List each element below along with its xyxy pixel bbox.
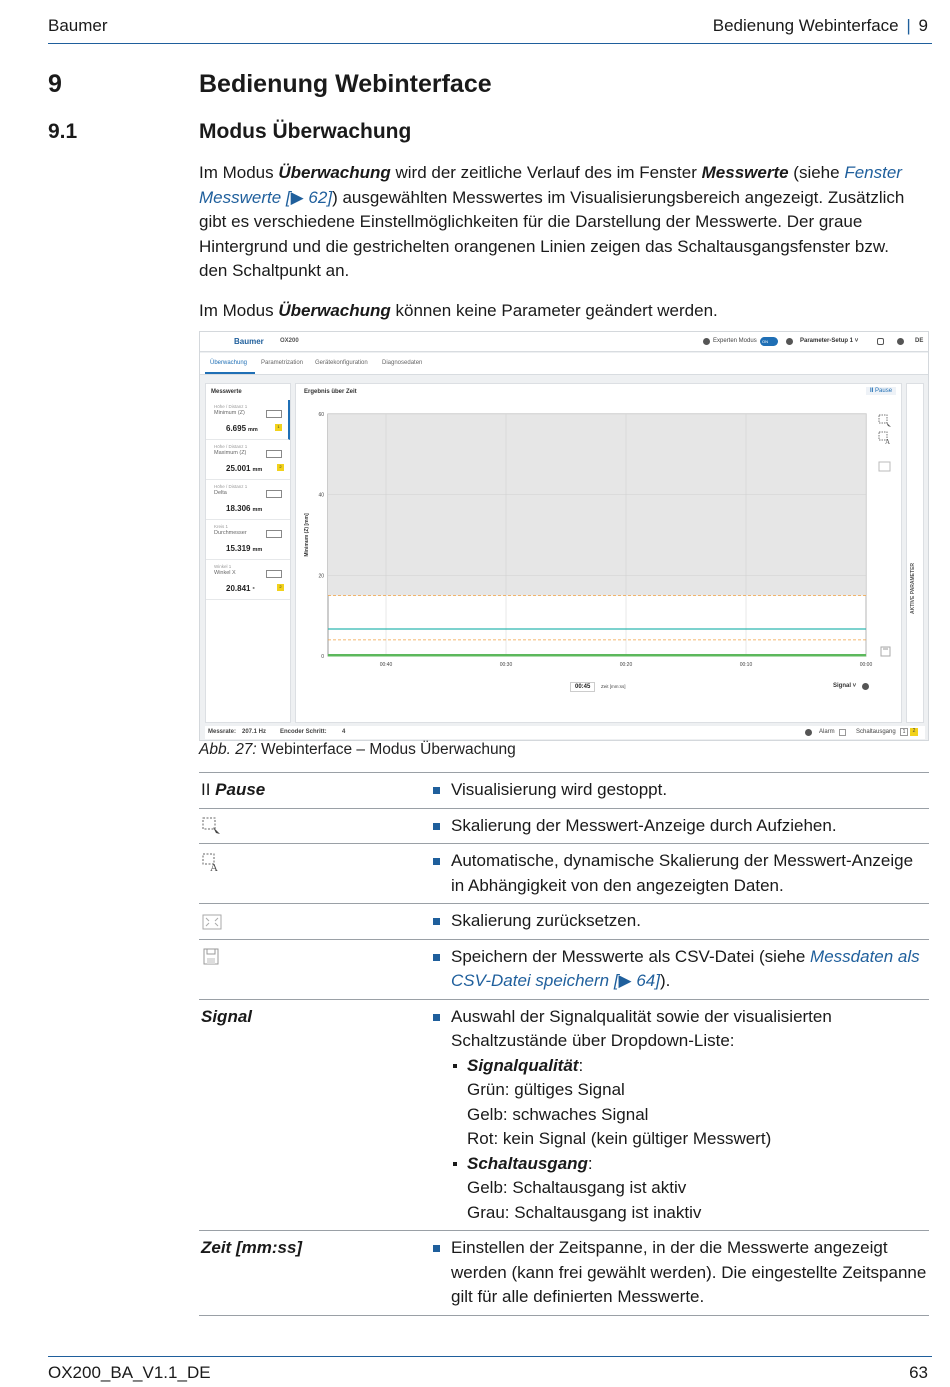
messwert-group: Höhe / Distanz 1 xyxy=(214,444,248,449)
x-tick-label: 00:10 xyxy=(739,662,753,668)
aktive-parameter-panel[interactable] xyxy=(906,383,924,723)
page-footer xyxy=(48,1356,932,1382)
schaltausgang-badge: 2 xyxy=(277,464,284,471)
function-table xyxy=(199,772,929,1316)
section-number: 9.1 xyxy=(48,120,78,143)
page-header xyxy=(48,14,932,44)
baumer-logo: Baumer xyxy=(234,337,264,346)
svg-text:A: A xyxy=(210,861,218,872)
messwert-group: Höhe / Distanz 1 xyxy=(214,484,248,489)
language-selector[interactable]: DE xyxy=(915,338,924,344)
tool-icon xyxy=(266,410,282,418)
x-tick-label: 00:00 xyxy=(859,662,873,668)
signal-dropdown[interactable]: Signal ˅ xyxy=(833,683,857,689)
section-title: Modus Überwachung xyxy=(199,120,412,143)
svg-text:A: A xyxy=(885,438,891,445)
zoom-select-icon[interactable] xyxy=(878,414,892,428)
link-fenster-messwerte[interactable]: Fenster Messwerte [▶ 62] xyxy=(199,163,902,207)
messwert-name: Minimum (Z) xyxy=(214,410,245,416)
ui-device: OX200 xyxy=(280,338,299,344)
lock-icon[interactable] xyxy=(877,338,884,345)
tab-geraetekonfiguration[interactable]: Gerätekonfiguration xyxy=(315,360,368,366)
messwert-item[interactable] xyxy=(206,440,290,480)
messwert-value: 18.306 mm xyxy=(226,504,263,513)
messwert-value: 15.319 mm xyxy=(226,544,263,553)
schaltausgang-2-indicator: 2 xyxy=(910,728,918,736)
table-row xyxy=(199,772,929,809)
header-brand: Baumer xyxy=(48,16,108,35)
chart-title: Ergebnis über Zeit xyxy=(304,389,357,395)
ui-tabs xyxy=(200,353,928,375)
row-desc: Visualisierung wird gestoppt. xyxy=(431,778,929,803)
info-icon xyxy=(786,338,793,345)
header-chapter: Bedienung Webinterface | 9 xyxy=(712,16,928,35)
note-paragraph: Im Modus Überwachung können keine Parameter geändert werden. xyxy=(199,301,718,320)
messwert-value: 25.001 mm xyxy=(226,464,263,473)
tool-icon xyxy=(266,530,282,538)
y-tick-label: 0 xyxy=(321,654,324,660)
save-icon xyxy=(201,947,223,967)
messwert-item[interactable] xyxy=(206,480,290,520)
chart-panel xyxy=(295,383,902,723)
messwerte-title: Messwerte xyxy=(211,389,242,395)
ui-statusbar xyxy=(205,726,925,739)
messrate-label: Messrate: xyxy=(208,729,237,735)
tab-diagnosedaten[interactable]: Diagnosedaten xyxy=(382,360,423,366)
x-tick-label: 00:30 xyxy=(499,662,513,668)
tab-ueberwachung[interactable]: Überwachung xyxy=(210,360,248,366)
x-tick-label: 00:20 xyxy=(619,662,633,668)
encoder-value: 4 xyxy=(342,729,346,735)
aktive-parameter-label: AKTIVE PARAMETER xyxy=(910,562,916,614)
reset-zoom-icon[interactable] xyxy=(878,460,892,474)
table-row: Skalierung der Messwert-Anzeige durch Aufziehen. xyxy=(199,809,929,845)
messwert-name: Maximum (Z) xyxy=(214,450,247,456)
messwert-item[interactable] xyxy=(206,400,290,440)
save-icon[interactable] xyxy=(880,646,892,658)
encoder-label: Encoder Schritt: xyxy=(280,729,327,735)
y-tick-label: 20 xyxy=(318,573,324,580)
y-tick-label: 60 xyxy=(318,412,324,418)
messwert-group: Höhe / Distanz 1 xyxy=(214,404,248,409)
info-icon xyxy=(805,729,812,736)
y-tick-label: 40 xyxy=(318,492,324,499)
alarm-indicator xyxy=(839,729,846,736)
chapter-title: Bedienung Webinterface xyxy=(199,70,492,98)
parameter-setup-dropdown[interactable]: Parameter-Setup 1 ˅ xyxy=(800,338,859,344)
table-row: Signal Auswahl der Signalqualität sowie der visualisierten Schaltzustände über Dropdown-Liste: Signalqualität: Grün: gültiges Signal Gelb: schwaches Signal Rot: kein Signal (kein gültiger Messwert) Schaltausgang: Gelb: Schaltausgang ist aktiv Grau: Schaltausgang ist inaktiv xyxy=(199,1000,929,1232)
info-icon xyxy=(703,338,710,345)
schaltausgang-badge: 1 xyxy=(275,424,282,431)
messwert-value: 6.695 mm xyxy=(226,424,258,433)
table-row: Speichern der Messwerte als CSV-Datei (siehe Messdaten als CSV-Datei speichern [▶ 64]). xyxy=(199,940,929,1000)
pause-button[interactable]: II Pause xyxy=(866,387,896,395)
messwert-name: Durchmesser xyxy=(214,530,247,536)
messwert-group: Winkel 1 xyxy=(214,564,232,569)
row-key: II Pause xyxy=(201,780,266,799)
table-row: A Automatische, dynamische Skalierung der Messwert-Anzeige in Abhängigkeit von den angezeigten Daten. xyxy=(199,844,929,904)
info-icon xyxy=(862,683,869,690)
expert-mode-label: Experten Modus xyxy=(713,338,757,344)
messwerte-panel xyxy=(205,383,291,723)
page-number: 63 xyxy=(909,1363,928,1382)
document-id: OX200_BA_V1.1_DE xyxy=(48,1363,211,1382)
webinterface-screenshot xyxy=(199,331,929,741)
switch-window xyxy=(328,414,866,596)
messwert-group: Kreis 1 xyxy=(214,524,229,529)
messwert-name: Delta xyxy=(214,490,227,496)
zoom-select-icon xyxy=(201,816,223,836)
messwert-value: 20.841 ° xyxy=(226,584,255,593)
x-tick-label: 00:40 xyxy=(379,662,393,668)
expert-mode-toggle[interactable]: ON xyxy=(760,337,778,346)
messwert-item[interactable] xyxy=(206,560,290,600)
schaltausgang-1-indicator: 1 xyxy=(900,728,908,736)
y-axis-label: Minimum (Z) [mm] xyxy=(304,513,310,557)
schaltausgang-label: Schaltausgang xyxy=(856,729,896,735)
signal-quality-bar xyxy=(328,654,866,657)
auto-scale-icon xyxy=(201,852,223,872)
chapter-number: 9 xyxy=(48,70,62,98)
intro-paragraph: Im Modus Überwachung wird der zeitliche Verlauf des im Fenster Messwerte (siehe Fenster Messwerte [▶ 62]) ausgewählten Messwertes im Visualisierungsbereich angezeigt. Zusätzlich gibt es verschiedene Einstellmöglichkeiten für die Darstellung der Messwerte. Der graue Hintergrund und die gestrichelten orangenen Linien zeigen das Schaltausgangsfenster bzw. den Schaltpunkt an. xyxy=(199,163,905,280)
messwert-item[interactable] xyxy=(206,520,290,560)
auto-scale-icon[interactable] xyxy=(878,431,892,445)
table-row: Zeit [mm:ss] Einstellen der Zeitspanne, in der die Messwerte angezeigt werden (kann frei gewählt werden). Die eingestellte Zeitspanne gilt für alle definierten Messwerte. xyxy=(199,1231,929,1316)
tool-icon xyxy=(266,570,282,578)
help-icon[interactable] xyxy=(897,338,904,345)
time-value-input[interactable]: 00:45 xyxy=(570,682,595,692)
figure-caption: Abb. 27: Webinterface – Modus Überwachung xyxy=(199,741,516,758)
tab-active-underline xyxy=(205,372,255,374)
tab-parametrization[interactable]: Parametrization xyxy=(261,360,304,366)
alarm-label: Alarm xyxy=(819,729,835,735)
tool-icon xyxy=(266,450,282,458)
tool-icon xyxy=(266,490,282,498)
messrate-value: 207.1 Hz xyxy=(242,729,267,735)
ui-topbar xyxy=(200,332,928,352)
time-label: Zeit [mm:ss] xyxy=(601,684,626,689)
schaltausgang-badge: 2 xyxy=(277,584,284,591)
chart-svg xyxy=(296,384,903,724)
reset-zoom-icon xyxy=(201,912,223,932)
table-row: Skalierung zurücksetzen. xyxy=(199,904,929,940)
messwert-name: Winkel X xyxy=(214,570,236,576)
link-csv-speichern[interactable]: Messdaten als CSV-Datei speichern [▶ 64] xyxy=(451,946,920,990)
